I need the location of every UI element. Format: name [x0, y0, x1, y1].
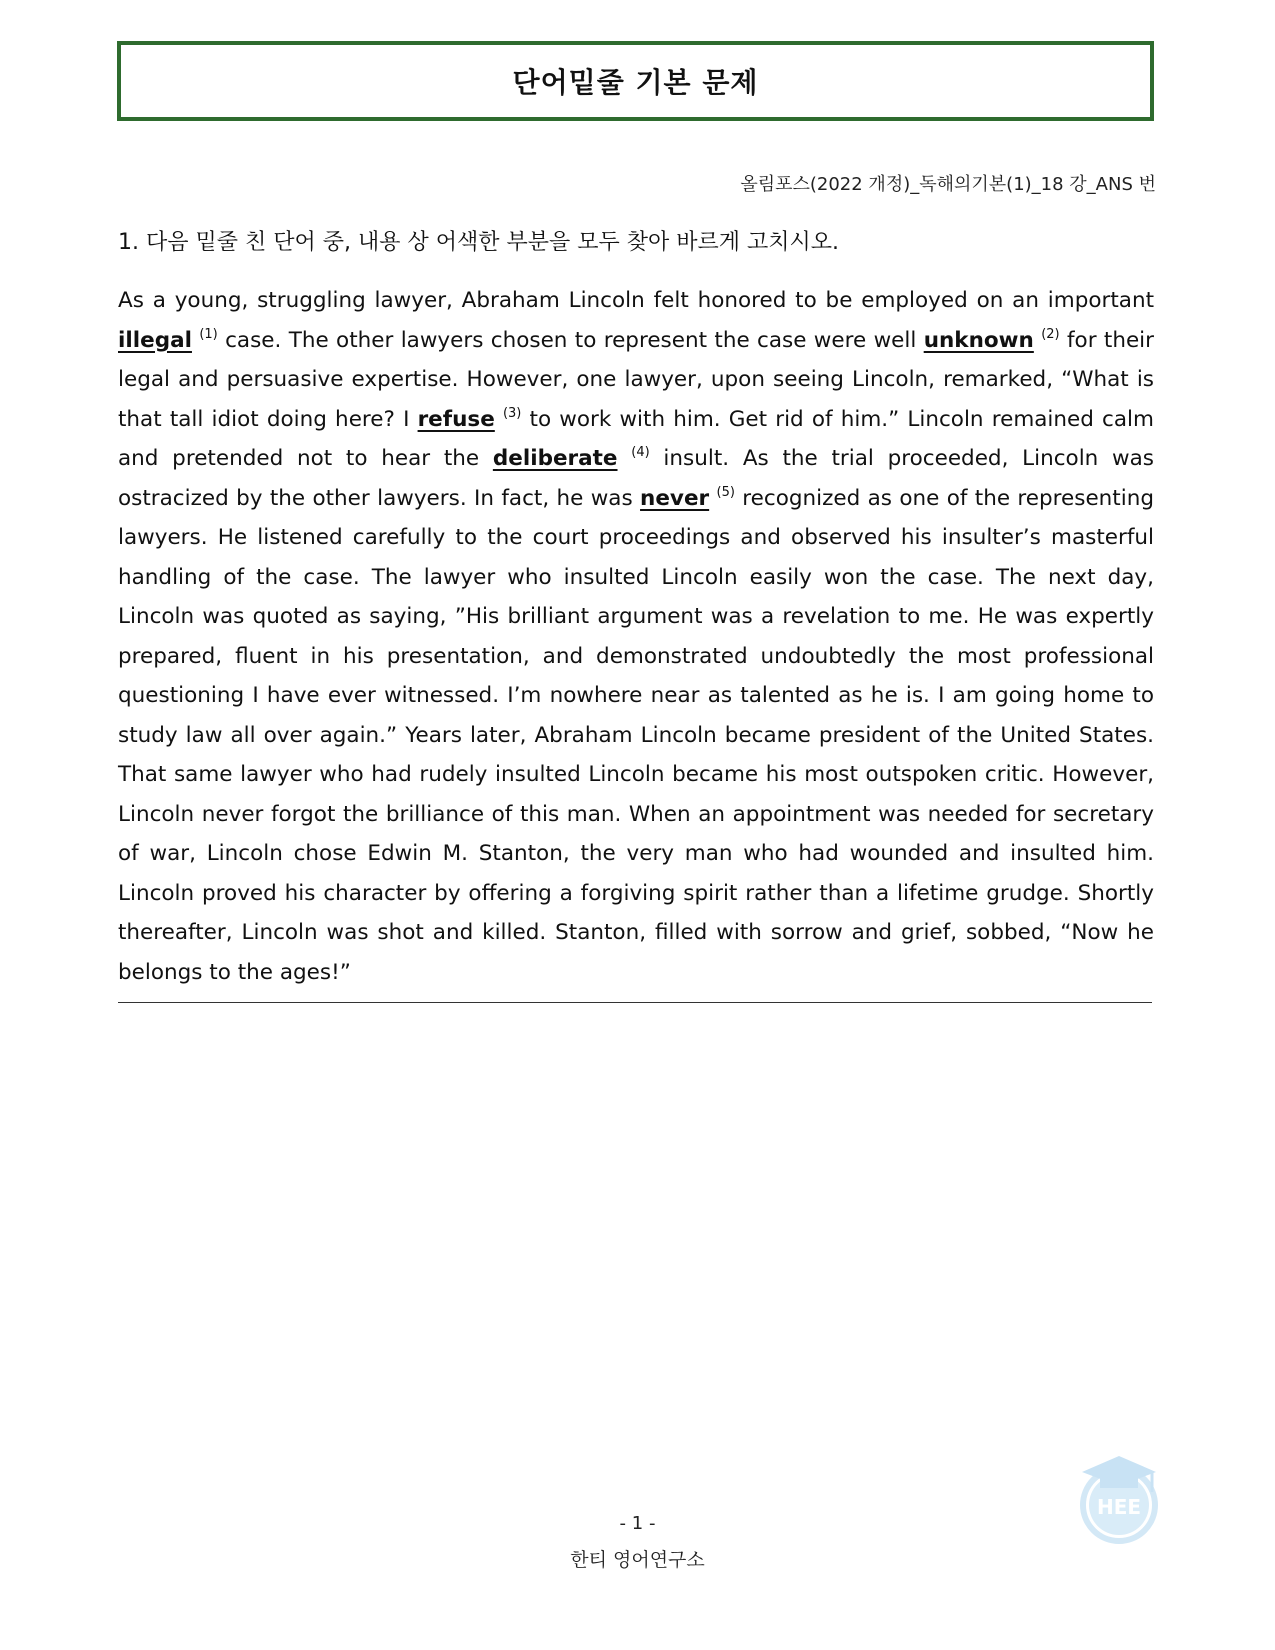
underlined-word-5: never: [640, 485, 710, 511]
passage-text: for their legal and persuasive expertise. However, one lawyer, upon seeing Lincoln, remarked, “What is that tall idiot doing here? I: [118, 327, 1154, 432]
underlined-word-1: illegal: [118, 327, 192, 353]
underlined-word-2: unknown: [923, 327, 1034, 353]
passage-text: to work with him. Get rid of him.” Lincoln remained calm and pretended not to hear the: [118, 406, 1154, 471]
passage: [118, 281, 1154, 992]
source-label: 올림포스(2022 개정)_독해의기본(1)_18 강_ANS 번: [740, 174, 1156, 195]
underlined-word-3: refuse: [417, 406, 495, 432]
title-box: [117, 41, 1154, 121]
underlined-word-4: deliberate: [492, 446, 618, 471]
passage-text: case. The other lawyers chosen to represent the case were well: [217, 327, 924, 353]
page-title: 단어밑줄 기본 문제: [512, 66, 759, 99]
footer-label: 한티 영어연구소: [570, 1549, 705, 1571]
marker-5: (5): [716, 484, 735, 500]
question-prompt: 1. 다음 밑줄 친 단어 중, 내용 상 어색한 부분을 모두 찾아 바르게 고치시오.: [118, 230, 839, 255]
marker-1: (1): [199, 326, 218, 342]
logo-text: HEE: [1096, 1495, 1142, 1519]
passage-text: As a young, struggling lawyer, Abraham Lincoln felt honored to be employed on an important: [118, 288, 1154, 313]
passage-text: insult. As the trial proceeded, Lincoln was ostracized by the other lawyers. In fact, he was: [118, 446, 1154, 511]
answer-line: [118, 1002, 1152, 1003]
marker-4: (4): [631, 445, 650, 460]
marker-2: (2): [1041, 326, 1060, 342]
hee-logo-icon: [1076, 1452, 1162, 1548]
page-number: - 1 -: [619, 1513, 656, 1534]
passage-text: recognized as one of the representing lawyers. He listened carefully to the court proceedings and observed his insulter’s masterful handling of the case. The lawyer who insulted Lincoln easily won the case. The next day, Lincoln was quoted as saying, ”His brilliant argument was a revelation to me. He was expertly prepared, fluent in his presentation, and demonstrated undoubtedly the most professional questioning I have ever witnessed. I’m nowhere near as talented as he is. I am going home to study law all over again.” Years later, Abraham Lincoln became president of the United States. That same lawyer who had rudely insulted Lincoln became his most outspoken critic. However, Lincoln never forgot the brilliance of this man. When an appointment was needed for secretary of war, Lincoln chose Edwin M. Stanton, the very man who had wounded and insulted him. Lincoln proved his character by offering a forgiving spirit rather than a lifetime grudge. Shortly thereafter, Lincoln was shot and killed. Stanton, filled with sorrow and grief, sobbed, “Now he belongs to the ages!”: [118, 485, 1154, 985]
marker-3: (3): [502, 405, 522, 421]
